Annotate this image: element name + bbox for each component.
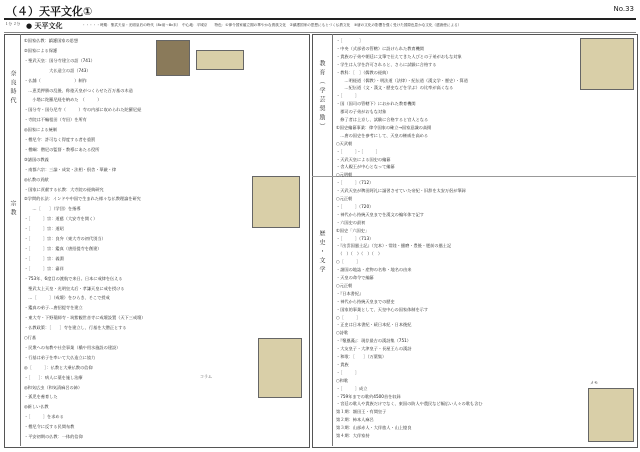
text-line: ・759年までの歌約4500首を収録 bbox=[336, 393, 401, 399]
annotation: コラム bbox=[200, 374, 212, 379]
text-line: ・国分寺・国分尼寺（ ）寺の内部に収められた陀羅尼経 bbox=[24, 107, 142, 113]
text-line: ◎新しい仏教 bbox=[24, 404, 49, 410]
text-line: ・［ ］成立 bbox=[336, 385, 368, 391]
text-line: ・聖武天皇：国分寺建立の詔（741） bbox=[24, 57, 95, 63]
text-line: ◎仏教の貢献 bbox=[24, 176, 49, 182]
text-line: 郡司の子弟がおもな対象 bbox=[336, 109, 387, 115]
text-line: ・753年、6度目の渡航で来日。日本に戒律を伝える bbox=[24, 275, 123, 281]
poet-illustration bbox=[588, 388, 634, 442]
text-line: ・国家に貢献する仏教：大寺院の経典研究 bbox=[24, 186, 104, 192]
text-line: ○［ ］ bbox=[336, 314, 361, 320]
text-line: ②国家による保護 bbox=[24, 47, 58, 53]
text-line: ・和歌：［ ］（万葉集） bbox=[336, 354, 387, 359]
person-illustration bbox=[258, 338, 302, 398]
text-line: ・［ ］宗：良弁（東大寺の初代別当） bbox=[24, 236, 106, 241]
text-line: 聖武太上天皇・光明皇太后・孝謙天皇に戒を授ける bbox=[24, 285, 125, 291]
text-line: …恵美押勝の乱後、称徳天皇がつくらせた百万基の木造 bbox=[24, 87, 133, 93]
text-line: ・『懐風藻』：現存最古の漢詩集（751） bbox=[336, 338, 411, 344]
text-line: ・民衆への布教や社会事業（橋や用水施設の建設） bbox=[24, 344, 121, 350]
header bbox=[4, 2, 636, 20]
text-line: ・平安初期の仏教：一体的信仰 bbox=[24, 434, 83, 439]
text-line: ・中央（式部省の管轄）に設けられた教育機関 bbox=[336, 45, 424, 51]
text-line: ○和歌 bbox=[336, 377, 349, 383]
text-line: ○元正朝 bbox=[336, 196, 353, 201]
text-line: ・『日本書紀』 bbox=[336, 290, 364, 296]
text-line: 大仏造立の詔（743） bbox=[24, 67, 91, 73]
text-line: ・仏舗（ ）制作 bbox=[24, 77, 87, 83]
text-line: ○元明朝 bbox=[336, 172, 353, 178]
text-line: （ ）（ ）（ ）（ ） bbox=[336, 251, 383, 257]
scroll-image bbox=[156, 40, 190, 76]
text-line: ・神代から持統天皇までを漢文の編年体で記す bbox=[336, 211, 424, 217]
annotation: メモ bbox=[590, 380, 598, 385]
text-line: ・天武天皇による国史の編纂 bbox=[336, 156, 391, 162]
text-line: ・僧尼令に反する民間布教 bbox=[24, 424, 75, 430]
text-line: ・天武天皇が稗田阿礼に誦習させていた帝紀・旧辞を太安万侶が筆録 bbox=[336, 188, 466, 194]
text-line: ・［ ］：病人に薬を施し治療 bbox=[24, 374, 83, 380]
text-line: ・［ ］宗：鑑真（唐招提寺を創建） bbox=[24, 245, 102, 251]
text-line: ・神代から持統天皇までの歴史 bbox=[336, 298, 395, 304]
text-line: ・［ ］・［ ］ bbox=[336, 148, 380, 154]
text-line: ・［ ］ bbox=[336, 38, 364, 43]
text-line: 第３期：山部赤人・大伴旅人・山上憶良 bbox=[336, 425, 412, 431]
text-line: ・［ ］宗：審祥 bbox=[24, 265, 64, 271]
text-line: 小塔に陀羅尼経を納めた （ ） bbox=[24, 97, 102, 103]
text-line: ○天武朝 bbox=[336, 140, 353, 146]
text-line: ・［ ］宗：道慈（大安寺を開く） bbox=[24, 216, 98, 222]
text-line: ・孤児を養育した bbox=[24, 394, 58, 400]
text-line: ◎和気広虫（和気清麻呂の姉） bbox=[24, 384, 83, 390]
text-line: 第１期：額田王・有間皇子 bbox=[336, 409, 387, 415]
text-line: ・仏教政策：［ ］寺を建立し、行基を大僧正とする bbox=[24, 325, 127, 331]
text-line: ・大友皇子・大津皇子・長屋王らの漢詩 bbox=[336, 346, 412, 352]
section-summary: ・・・・・時期：聖武天皇・光明皇后の時代（8c前〜8c末） 中心地：平城京 特色：①律令国家確立期の華やかな貴族文化 ②鎮護国家の思想にもとづく仏教文化 ③唐の文化の影響を強く受けた国際色豊かな文化（遣唐使による） bbox=[82, 23, 462, 27]
text-line: ・貴族 bbox=[336, 361, 349, 367]
text-line: …［ ］（戒壇）をひらき、そこで授戒 bbox=[24, 295, 110, 301]
text-line: ・［ ］（712） bbox=[336, 180, 374, 186]
text-line: ・僧綱：僧尼の監督・教導にあたる役所 bbox=[24, 146, 100, 152]
text-line: ・南都六宗：三論・成実・法相・倶舎・華厳・律 bbox=[24, 166, 117, 172]
text-line: ・［ ］を求める bbox=[24, 414, 64, 420]
text-line: 修了者は上京し、試験に合格すると官人となる bbox=[336, 117, 429, 122]
text-line: …唐の国史を参考にして、天皇の権威を高める bbox=[336, 132, 429, 138]
text-line: ・鑑真の弟子…唐招提寺を建立 bbox=[24, 305, 83, 311]
text-line: ◎国家による統制 bbox=[24, 127, 57, 133]
sutra-image bbox=[196, 50, 244, 70]
text-line: …紀伝道（文・漢文・歴史などを学ぶ）の比率が高くなる bbox=[336, 85, 454, 91]
text-line: ・［ ］（720） bbox=[336, 203, 374, 209]
section-label: ● 天平文化 bbox=[26, 22, 63, 30]
text-line: ・貴族の子弟や朝廷に文筆で仕えてきた人びとの子弟がおもな対象 bbox=[336, 53, 462, 59]
text-line: ・国家的事業として、天皇中心の国家体制を示す bbox=[336, 306, 429, 312]
text-line: …［ ］（学団）を指導 bbox=[24, 206, 81, 212]
text-line: ○詩歌 bbox=[336, 330, 349, 336]
text-line: ・正史は日本書紀・続日本紀・日本後紀 bbox=[336, 322, 412, 328]
vertical-label-religion: 宗教 bbox=[9, 200, 16, 218]
text-line: ・宮廷の歌人や貴族だけでなく、東国の防人や農民など幅広い人々の歌も含む bbox=[336, 401, 483, 407]
text-line: ・［ ］宗：道昭 bbox=[24, 226, 64, 232]
text-line: ・東大寺・下野薬師寺・筑紫観世音寺に戒壇設置（天下三戒壇） bbox=[24, 315, 146, 321]
text-line: ①国史編纂事業：律令国家の確立→国家意識の高揚 bbox=[336, 124, 432, 130]
text-line: ○［ ］ bbox=[336, 259, 361, 265]
page-number: No.33 bbox=[613, 5, 634, 13]
vertical-label-nara: 奈良時代 bbox=[9, 70, 16, 106]
text-line: 第４期：大伴家持 bbox=[336, 433, 370, 438]
noble-illustration bbox=[580, 38, 634, 90]
text-line: ・［ ］ bbox=[336, 93, 360, 99]
text-line: …明経道（儒教）・明法道（法律）・紀伝道（漢文学・歴史）・算道 bbox=[336, 77, 468, 83]
divider bbox=[332, 34, 333, 446]
text-line: ・行基は弟子を率いて大仏造立に協力 bbox=[24, 354, 96, 360]
text-line: ①国史「六国史」 bbox=[336, 227, 370, 233]
text-line: ③諸国の教義 bbox=[24, 156, 49, 162]
text-line: ・寺院は不輸租田（寺田）を所有 bbox=[24, 117, 87, 123]
text-line: ・舎人親王が中心となって編纂 bbox=[336, 164, 395, 170]
divider bbox=[20, 34, 21, 446]
text-line: 第２期：柿本人麻呂 bbox=[336, 417, 374, 423]
text-line: ○行基 bbox=[24, 335, 37, 340]
text-line: ・僧尼令：許可なく得度する者を重罰 bbox=[24, 137, 96, 142]
text-line: ◎［ ］：仏教と大乗仏教の信仰 bbox=[24, 364, 93, 370]
text-line: ・［ ］ bbox=[336, 369, 360, 375]
mini-label: １分 ２分 bbox=[5, 22, 21, 26]
text-line: ②学問的仏法：インドや中国で生まれた様々な仏教理論を研究 bbox=[24, 196, 141, 202]
text-line: ○元正朝 bbox=[336, 282, 353, 288]
text-line: ・国（国司の管轄下）におかれた教育機関 bbox=[336, 101, 416, 107]
text-line: ・［ ］（713） bbox=[336, 235, 374, 241]
text-line: ・『出雲国風土記』（完本）・常陸・播磨・豊後・肥前の風土記 bbox=[336, 243, 452, 249]
vertical-label-education: 教育（学芸奨励） bbox=[318, 60, 325, 132]
text-line: ・六国史の最初 bbox=[336, 219, 366, 225]
text-line: ・天皇の命令で編纂 bbox=[336, 275, 374, 280]
text-line: ・［ ］宗：義淵 bbox=[24, 255, 64, 261]
monk-illustration bbox=[252, 176, 300, 228]
text-line: ・教科：［ ］（儒教の経典） bbox=[336, 69, 391, 75]
text-line: ・学生は入学を許可されると、さらに試験に合格する bbox=[336, 61, 437, 67]
vertical-label-history: 歴史・文学 bbox=[318, 230, 325, 275]
text-line: ・諸国の地誌・産物の名称・地名の由来 bbox=[336, 267, 412, 273]
text-line: ①国家仏教：鎮護国家の思想 bbox=[24, 38, 79, 43]
page-title: （４）天平文化① bbox=[6, 5, 93, 18]
